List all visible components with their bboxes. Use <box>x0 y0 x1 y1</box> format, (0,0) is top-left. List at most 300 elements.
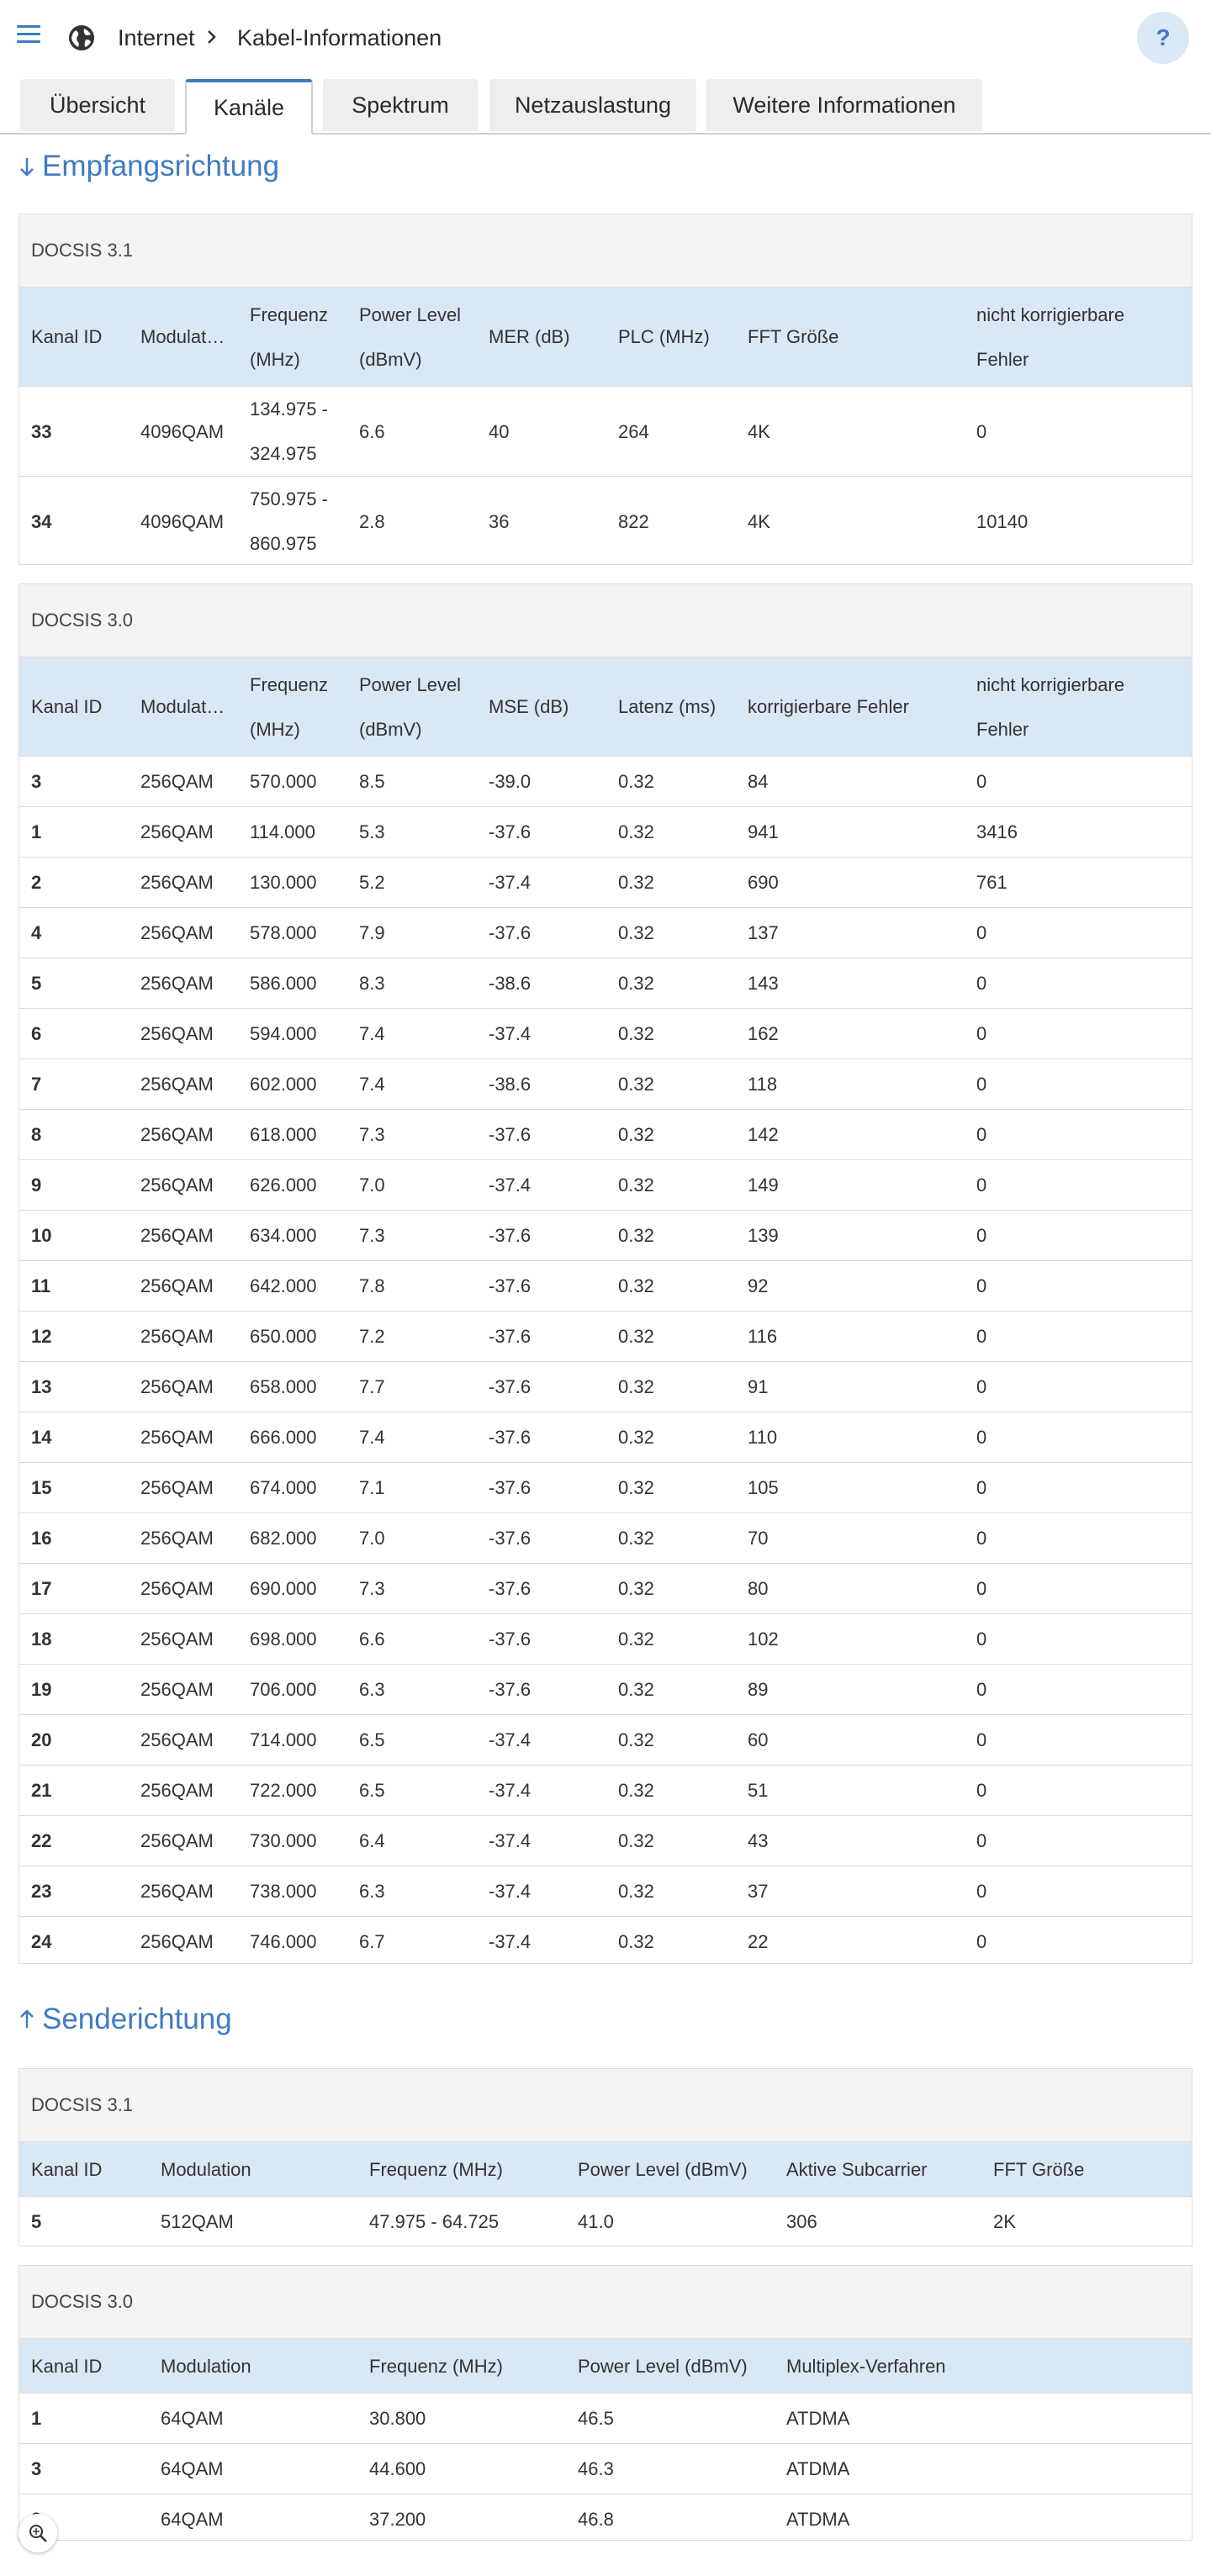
table-cell: -37.6 <box>477 1614 606 1665</box>
column-header: Kanal ID <box>19 2339 149 2394</box>
downstream-title: Empfangsrichtung <box>42 150 280 182</box>
table-cell: 578.000 <box>238 908 347 958</box>
table-cell: 47.975 - 64.725 <box>357 2197 566 2247</box>
table-row <box>19 1614 1192 1665</box>
help-button[interactable]: ? <box>1137 12 1189 64</box>
table-cell: 20 <box>19 1715 129 1766</box>
table-cell: 46.5 <box>566 2394 775 2444</box>
table-cell: 0.32 <box>606 1312 736 1362</box>
table-row <box>19 387 1192 477</box>
table-cell: 0.32 <box>606 1866 736 1917</box>
table-row <box>19 1211 1192 1261</box>
table-cell: 7.0 <box>347 1160 477 1211</box>
table-cell: 116 <box>736 1312 965 1362</box>
table-cell: 6.6 <box>347 1614 477 1665</box>
table-cell: 6.3 <box>347 1665 477 1715</box>
tab-uebersicht[interactable]: Übersicht <box>20 79 175 131</box>
table-cell: 0 <box>965 1059 1192 1110</box>
table-cell: 6.5 <box>347 1766 477 1816</box>
table-cell: 18 <box>19 1614 129 1665</box>
table-cell: 7.0 <box>347 1513 477 1564</box>
table-cell: 139 <box>736 1211 965 1261</box>
tab-bar <box>0 79 1211 135</box>
table-cell <box>981 2444 1192 2494</box>
column-header: Frequenz (MHz) <box>357 2142 566 2197</box>
table-cell: 256QAM <box>129 1059 238 1110</box>
column-header: Kanal ID <box>19 288 129 387</box>
table-cell: 0 <box>965 1412 1192 1463</box>
table-cell: -39.0 <box>477 757 606 807</box>
table-cell: 0.32 <box>606 1009 736 1059</box>
column-header: Kanal ID <box>19 657 129 757</box>
table-cell: 822 <box>606 477 736 567</box>
table-cell: -37.4 <box>477 1009 606 1059</box>
column-header: Kanal ID <box>19 2142 149 2197</box>
table-cell: -37.6 <box>477 908 606 958</box>
table-cell: -37.6 <box>477 1564 606 1614</box>
table-cell: -38.6 <box>477 1059 606 1110</box>
table-cell: 7.2 <box>347 1312 477 1362</box>
table-cell: 0.32 <box>606 757 736 807</box>
table-cell: -38.6 <box>477 958 606 1009</box>
table-cell: -37.6 <box>477 1412 606 1463</box>
table-cell: 256QAM <box>129 1665 238 1715</box>
table-cell: 137 <box>736 908 965 958</box>
table-cell: 8.5 <box>347 757 477 807</box>
table-cell: 256QAM <box>129 1312 238 1362</box>
table-row <box>19 1412 1192 1463</box>
table-cell: 7.3 <box>347 1564 477 1614</box>
table-cell: 256QAM <box>129 1412 238 1463</box>
table-cell: ATDMA <box>775 2394 981 2444</box>
table-cell: 34 <box>19 477 129 567</box>
menu-icon[interactable] <box>17 25 40 49</box>
table-cell: 105 <box>736 1463 965 1513</box>
table-title: DOCSIS 3.1 <box>19 2069 1192 2142</box>
table-cell: 64QAM <box>149 2394 357 2444</box>
table-cell <box>981 2394 1192 2444</box>
table-cell: 7.3 <box>347 1110 477 1160</box>
table-cell: 22 <box>19 1816 129 1866</box>
table-cell: 60 <box>736 1715 965 1766</box>
table-row <box>19 2197 1192 2247</box>
table-title: DOCSIS 3.0 <box>19 2266 1192 2339</box>
table-row <box>19 807 1192 858</box>
table-cell: 23 <box>19 1866 129 1917</box>
table-cell: 256QAM <box>129 908 238 958</box>
table-cell: 256QAM <box>129 1866 238 1917</box>
table-cell: 7.1 <box>347 1463 477 1513</box>
table-cell: 40 <box>477 387 606 477</box>
table-cell: 0 <box>965 1917 1192 1967</box>
downstream-docsis31-table <box>19 214 1192 565</box>
table-cell: 0.32 <box>606 858 736 908</box>
table-cell: -37.4 <box>477 1766 606 1816</box>
table-cell: 8.3 <box>347 958 477 1009</box>
table-cell: 0.32 <box>606 1261 736 1312</box>
table-cell: 0.32 <box>606 1715 736 1766</box>
table-cell: 70 <box>736 1513 965 1564</box>
table-row <box>19 2394 1192 2444</box>
table-cell: 0 <box>965 1463 1192 1513</box>
table-cell: 10140 <box>965 477 1192 567</box>
table-cell: 0.32 <box>606 1362 736 1412</box>
chevron-right-icon <box>204 27 220 47</box>
table-cell: 714.000 <box>238 1715 347 1766</box>
table-cell: 0 <box>965 1665 1192 1715</box>
table-row <box>19 1362 1192 1412</box>
table-cell: 586.000 <box>238 958 347 1009</box>
table-cell: 5 <box>19 2197 149 2247</box>
table-row <box>19 858 1192 908</box>
table-cell: 21 <box>19 1766 129 1816</box>
table-cell: 4 <box>19 908 129 958</box>
table-cell: 4096QAM <box>129 387 238 477</box>
table-cell: 594.000 <box>238 1009 347 1059</box>
feedback-button[interactable] <box>19 2514 57 2552</box>
table-cell: 0 <box>965 1816 1192 1866</box>
table-row <box>19 1715 1192 1766</box>
table-cell: -37.6 <box>477 1211 606 1261</box>
downstream-heading <box>19 150 279 183</box>
table-cell: 6.7 <box>347 1917 477 1967</box>
table-cell: 256QAM <box>129 858 238 908</box>
table-row <box>19 1261 1192 1312</box>
column-header: Power Level (dBmV) <box>347 657 477 757</box>
table-cell: 0 <box>965 757 1192 807</box>
table-cell: 9 <box>19 1160 129 1211</box>
table-cell: 0.32 <box>606 1766 736 1816</box>
table-cell: 706.000 <box>238 1665 347 1715</box>
table-cell: 143 <box>736 958 965 1009</box>
table-title: DOCSIS 3.0 <box>19 584 1192 657</box>
column-header: Modulation <box>149 2142 357 2197</box>
upstream-docsis30-table <box>19 2265 1192 2541</box>
table-row <box>19 1160 1192 1211</box>
table-cell: 7.9 <box>347 908 477 958</box>
table-cell <box>981 2494 1192 2545</box>
table-cell: 0.32 <box>606 1160 736 1211</box>
table-cell: 761 <box>965 858 1192 908</box>
table-cell: 730.000 <box>238 1816 347 1866</box>
table-cell: 91 <box>736 1362 965 1412</box>
table-cell: 2.8 <box>347 477 477 567</box>
top-bar <box>0 0 1211 77</box>
column-header: korrigierbare Fehler <box>736 657 965 757</box>
table-cell: 0 <box>965 1211 1192 1261</box>
table-cell: 84 <box>736 757 965 807</box>
table-cell: 8 <box>19 1110 129 1160</box>
table-cell: 43 <box>736 1816 965 1866</box>
column-header: Modulation <box>149 2339 357 2394</box>
table-cell: 0.32 <box>606 908 736 958</box>
table-row <box>19 1816 1192 1866</box>
table-cell: 5 <box>19 958 129 1009</box>
table-cell: 130.000 <box>238 858 347 908</box>
table-cell: 0.32 <box>606 1816 736 1866</box>
column-header: Power Level (dBmV) <box>566 2142 775 2197</box>
table-cell: 24 <box>19 1917 129 1967</box>
table-cell: 3 <box>19 757 129 807</box>
table-cell: 6.5 <box>347 1715 477 1766</box>
table-cell: -37.4 <box>477 858 606 908</box>
table-cell: 256QAM <box>129 1261 238 1312</box>
table-cell: 89 <box>736 1665 965 1715</box>
column-header: Aktive Subcarrier <box>775 2142 981 2197</box>
table-cell: 256QAM <box>129 807 238 858</box>
column-header: Frequenz (MHz) <box>238 657 347 757</box>
tab-weitere-informationen[interactable]: Weitere Informationen <box>706 79 982 131</box>
table-cell: 0 <box>965 1513 1192 1564</box>
upstream-docsis31-table <box>19 2068 1192 2246</box>
table-cell: 46.3 <box>566 2444 775 2494</box>
table-cell: 92 <box>736 1261 965 1312</box>
table-row <box>19 1866 1192 1917</box>
column-header: MSE (dB) <box>477 657 606 757</box>
table-row <box>19 1766 1192 1816</box>
table-cell: 22 <box>736 1917 965 1967</box>
table-cell: -37.4 <box>477 1715 606 1766</box>
table-cell: 7.8 <box>347 1261 477 1312</box>
table-row <box>19 2494 1192 2545</box>
table-cell: 142 <box>736 1110 965 1160</box>
table-cell: 0.32 <box>606 807 736 858</box>
table-cell: 682.000 <box>238 1513 347 1564</box>
table-cell: 690 <box>736 858 965 908</box>
table-cell: 666.000 <box>238 1412 347 1463</box>
table-cell: 256QAM <box>129 1362 238 1412</box>
arrow-up-icon <box>19 2008 35 2031</box>
table-cell: 37 <box>736 1866 965 1917</box>
table-cell: 0.32 <box>606 958 736 1009</box>
table-cell: 51 <box>736 1766 965 1816</box>
table-cell: 16 <box>19 1513 129 1564</box>
table-row <box>19 1312 1192 1362</box>
table-cell: ATDMA <box>775 2444 981 2494</box>
column-header: Power Level (dBmV) <box>347 288 477 387</box>
table-cell: 114.000 <box>238 807 347 858</box>
table-row <box>19 2444 1192 2494</box>
table-cell: -37.6 <box>477 1665 606 1715</box>
table-cell: -37.4 <box>477 1866 606 1917</box>
table-row <box>19 1665 1192 1715</box>
table-cell: 2 <box>19 858 129 908</box>
table-cell: 306 <box>775 2197 981 2247</box>
table-cell: -37.6 <box>477 1513 606 1564</box>
table-cell: 3 <box>19 2444 149 2494</box>
table-cell: 658.000 <box>238 1362 347 1412</box>
downstream-docsis30-table <box>19 583 1192 1964</box>
table-cell: 750.975 - 860.975 <box>238 477 347 567</box>
table-cell: 738.000 <box>238 1866 347 1917</box>
table-row <box>19 1059 1192 1110</box>
table-cell: 512QAM <box>149 2197 357 2247</box>
column-header: Multiplex-Verfahren <box>775 2339 981 2394</box>
table-cell: 0 <box>965 1614 1192 1665</box>
column-header: MER (dB) <box>477 288 606 387</box>
table-cell: 256QAM <box>129 1463 238 1513</box>
table-cell: 690.000 <box>238 1564 347 1614</box>
table-cell: 33 <box>19 387 129 477</box>
table-cell: -37.6 <box>477 1110 606 1160</box>
column-header: nicht korrigierbare Fehler <box>965 288 1192 387</box>
table-title: DOCSIS 3.1 <box>19 214 1192 288</box>
table-cell: 256QAM <box>129 1211 238 1261</box>
table-cell: 11 <box>19 1261 129 1312</box>
table-cell: 0 <box>965 1009 1192 1059</box>
table-row <box>19 958 1192 1009</box>
table-cell: 7.4 <box>347 1412 477 1463</box>
table-cell: 0 <box>965 958 1192 1009</box>
table-cell: 256QAM <box>129 1766 238 1816</box>
table-cell: -37.4 <box>477 1816 606 1866</box>
column-header: Power Level (dBmV) <box>566 2339 775 2394</box>
table-cell: 4K <box>736 477 965 567</box>
table-cell: 15 <box>19 1463 129 1513</box>
column-header: nicht korrigierbare Fehler <box>965 657 1192 757</box>
table-cell: 256QAM <box>129 1917 238 1967</box>
table-cell: 0 <box>965 1110 1192 1160</box>
table-cell: 0.32 <box>606 1211 736 1261</box>
table-cell: 44.600 <box>357 2444 566 2494</box>
table-cell: 0.32 <box>606 1917 736 1967</box>
tab-netzauslastung[interactable]: Netzauslastung <box>489 79 696 131</box>
table-cell: -37.6 <box>477 807 606 858</box>
column-header: Frequenz (MHz) <box>357 2339 566 2394</box>
table-cell: 17 <box>19 1564 129 1614</box>
table-cell: 0.32 <box>606 1614 736 1665</box>
table-cell: 602.000 <box>238 1059 347 1110</box>
table-cell: 13 <box>19 1362 129 1412</box>
table-cell: 642.000 <box>238 1261 347 1312</box>
table-cell: -37.4 <box>477 1917 606 1967</box>
table-cell: 6.6 <box>347 387 477 477</box>
table-cell: 570.000 <box>238 757 347 807</box>
upstream-title: Senderichtung <box>42 2003 232 2035</box>
table-cell: 2K <box>981 2197 1192 2247</box>
table-row <box>19 1463 1192 1513</box>
table-cell: 256QAM <box>129 757 238 807</box>
table-cell: 41.0 <box>566 2197 775 2247</box>
table-cell: 256QAM <box>129 1009 238 1059</box>
table-cell: -37.6 <box>477 1261 606 1312</box>
table-cell: 0.32 <box>606 1665 736 1715</box>
table-cell: 0 <box>965 1362 1192 1412</box>
table-cell: 0 <box>965 1312 1192 1362</box>
table-cell: 746.000 <box>238 1917 347 1967</box>
table-cell: 0 <box>965 387 1192 477</box>
table-cell: 102 <box>736 1614 965 1665</box>
table-cell: 264 <box>606 387 736 477</box>
table-cell: 256QAM <box>129 1513 238 1564</box>
table-cell: 941 <box>736 807 965 858</box>
table-cell: -37.4 <box>477 1160 606 1211</box>
table-cell: 0.32 <box>606 1412 736 1463</box>
table-cell: 30.800 <box>357 2394 566 2444</box>
column-header: Latenz (ms) <box>606 657 736 757</box>
table-row <box>19 908 1192 958</box>
tab-kanaele[interactable]: Kanäle <box>185 79 313 135</box>
table-cell: 0 <box>965 1564 1192 1614</box>
table-cell: 0 <box>965 1261 1192 1312</box>
table-row <box>19 477 1192 567</box>
tab-spektrum[interactable]: Spektrum <box>323 79 478 131</box>
feedback-icon <box>27 2522 49 2544</box>
table-cell: 4K <box>736 387 965 477</box>
globe-icon <box>67 24 96 52</box>
table-cell: 6.4 <box>347 1816 477 1866</box>
table-row <box>19 1513 1192 1564</box>
column-header: FFT Größe <box>981 2142 1192 2197</box>
table-cell: 674.000 <box>238 1463 347 1513</box>
table-cell: 149 <box>736 1160 965 1211</box>
table-cell: 256QAM <box>129 1614 238 1665</box>
table-cell: 5.3 <box>347 807 477 858</box>
arrow-down-icon <box>19 155 35 178</box>
column-header: Modulation <box>129 288 238 387</box>
table-cell: 0 <box>965 1766 1192 1816</box>
table-cell: 7 <box>19 1059 129 1110</box>
table-cell: 5.2 <box>347 858 477 908</box>
table-cell: 134.975 - 324.975 <box>238 387 347 477</box>
table-cell: -37.6 <box>477 1312 606 1362</box>
table-row <box>19 1917 1192 1967</box>
table-cell: 36 <box>477 477 606 567</box>
breadcrumb-kabel-informationen: Kabel-Informationen <box>237 25 442 50</box>
table-cell: 6.3 <box>347 1866 477 1917</box>
column-header: FFT Größe <box>736 288 965 387</box>
table-cell: 256QAM <box>129 1110 238 1160</box>
table-row <box>19 1009 1192 1059</box>
table-cell: 3416 <box>965 807 1192 858</box>
table-cell: -37.6 <box>477 1362 606 1412</box>
table-cell: 634.000 <box>238 1211 347 1261</box>
table-cell: 162 <box>736 1009 965 1059</box>
table-cell: 0.32 <box>606 1564 736 1614</box>
table-cell: 256QAM <box>129 1160 238 1211</box>
table-cell: 4096QAM <box>129 477 238 567</box>
table-cell: 1 <box>19 807 129 858</box>
table-cell: 618.000 <box>238 1110 347 1160</box>
table-cell: 1 <box>19 2394 149 2444</box>
table-cell: 722.000 <box>238 1766 347 1816</box>
table-cell: 256QAM <box>129 1715 238 1766</box>
table-cell: 64QAM <box>149 2444 357 2494</box>
table-cell: 0.32 <box>606 1463 736 1513</box>
table-row <box>19 1110 1192 1160</box>
table-cell: 698.000 <box>238 1614 347 1665</box>
table-row <box>19 757 1192 807</box>
table-cell: 256QAM <box>129 1564 238 1614</box>
breadcrumb-internet[interactable]: Internet <box>118 25 195 50</box>
table-cell: 0 <box>965 908 1192 958</box>
table-cell: 626.000 <box>238 1160 347 1211</box>
table-cell: 37.200 <box>357 2494 566 2545</box>
table-cell: 7.7 <box>347 1362 477 1412</box>
table-cell: 256QAM <box>129 958 238 1009</box>
upstream-heading <box>19 2003 232 2036</box>
table-cell: 0.32 <box>606 1059 736 1110</box>
column-header: Frequenz (MHz) <box>238 288 347 387</box>
table-cell: 0.32 <box>606 1110 736 1160</box>
column-header: Modulation <box>129 657 238 757</box>
table-cell: 7.3 <box>347 1211 477 1261</box>
table-cell: 118 <box>736 1059 965 1110</box>
table-cell: 80 <box>736 1564 965 1614</box>
table-cell: -37.6 <box>477 1463 606 1513</box>
table-cell: 64QAM <box>149 2494 357 2545</box>
table-cell: 12 <box>19 1312 129 1362</box>
